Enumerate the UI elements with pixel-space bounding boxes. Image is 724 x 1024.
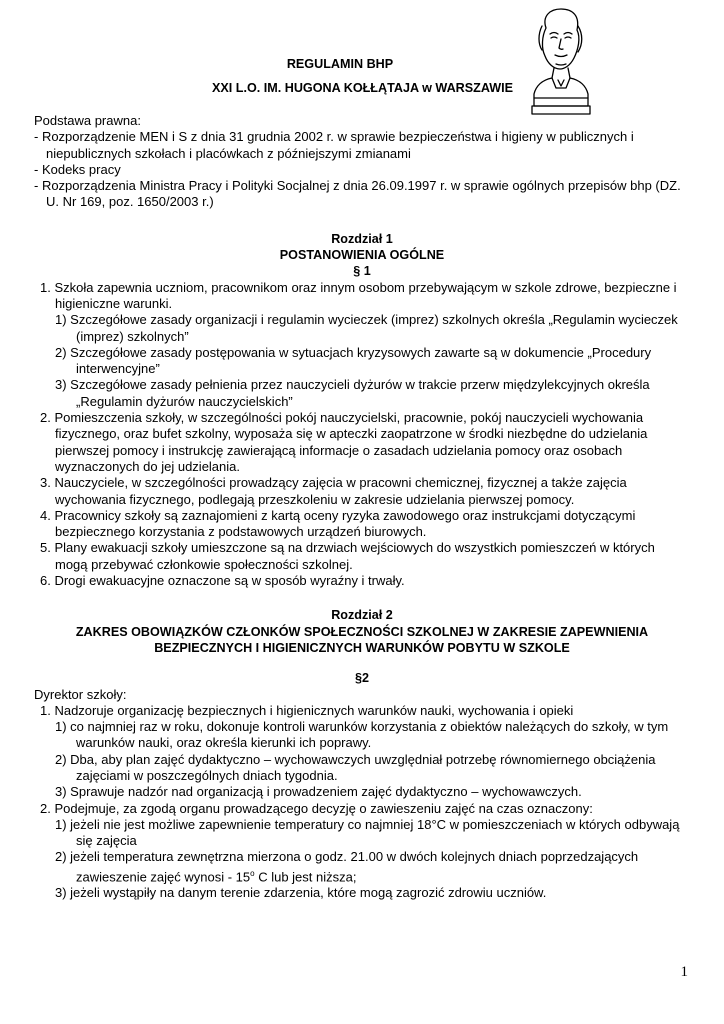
chapter2-item: 1. Nadzoruje organizację bezpiecznych i higienicznych warunków nauki, wychowania i opieki <box>40 702 574 718</box>
legal-basis-item: - Rozporządzenia Ministra Pracy i Polityki Socjalnej z dnia 26.09.1997 r. w sprawie ogólnych przepisów bhp (DZ. U. Nr 169, poz. 1650/2003 r.) <box>34 178 681 210</box>
chapter2-title: ZAKRES OBOWIĄZKÓW CZŁONKÓW SPOŁECZNOŚCI SZKOLNEJ W ZAKRESIE ZAPEWNIENIA BEZPIECZNYCH I HIGIENICZNYCH WARUNKÓW POBYTU W SZKOLE <box>75 624 649 655</box>
chapter1-item: 4. Pracownicy szkoły są zaznajomieni z kartą oceny ryzyka zawodowego oraz instrukcjami dotyczącymi bezpiecznego korzystania z podstawowych urządzeń biurowych. <box>40 507 636 540</box>
chapter1-item: 1. Szkoła zapewnia uczniom, pracownikom oraz innym osobom przebywającym w szkole zdrowe, bezpieczne i higieniczne warunki. <box>40 279 677 311</box>
legal-basis-heading: Podstawa prawna: <box>34 113 141 128</box>
document-title: REGULAMIN BHP <box>286 57 394 71</box>
chapter1-title: POSTANOWIENIA OGÓLNE <box>279 248 445 263</box>
chapter2-paragraph-sign: §2 <box>354 671 369 686</box>
chapter1-item: 5. Plany ewakuacji szkoły umieszczone są na drzwiach wejściowych do wszystkich pomieszczeń w których mogą przebywać członkowie społeczności szkolnej. <box>40 540 655 572</box>
chapter2-subitem: 2) Dba, aby plan zajęć dydaktyczno – wychowawczych uwzględniał potrzebę równomiernego obciążenia zajęciami w poszczególnych dniach tygodnia. <box>55 751 656 783</box>
legal-basis-item: - Kodeks pracy <box>34 161 121 177</box>
document-body <box>34 113 690 902</box>
chapter1-item: 2. Pomieszczenia szkoły, w szczególności pokój nauczycielski, pracownie, pokój nauczycieli wychowania fizycznego, oraz bufet szkolny, wyposaża się w apteczki zaopatrzone w środki niezbędne do udzielania pierwszej pomocy i instrukcję zawierającą informacje o zasadach udzielania pomocy oraz osobach wyznaczonych do jej udzielania. <box>40 410 648 474</box>
chapter1-subitem: 2) Szczegółowe zasady postępowania w sytuacjach kryzysowych zawarte są w dokumencie „Procedury interwencyjne” <box>55 344 652 377</box>
chapter2-subitem: 3) Sprawuje nadzór nad organizacją i prowadzeniem zajęć dydaktyczno – wychowawczych. <box>55 784 582 800</box>
chapter1-paragraph-sign: § 1 <box>353 264 371 279</box>
chapter1-item: 3. Nauczyciele, w szczególności prowadzący zajęcia w pracowni chemicznej, fizycznej a także zajęcia wychowania fizycznego, podlegają przeszkoleniu w zakresie udzielania pierwszej pomocy. <box>40 475 627 507</box>
chapter2-subitem: 1) jeżeli nie jest możliwe zapewnienie temperatury co najmniej 18°C w pomieszczeniach w których odbywają się zajęcia <box>55 816 680 849</box>
chapter2-label: Rozdział 2 <box>331 608 393 623</box>
degree-superscript: o <box>250 868 255 878</box>
chapter2-subitem: 3) jeżeli wystąpiły na danym terenie zdarzenia, które mogą zagrozić zdrowiu uczniów. <box>55 885 547 901</box>
chapter1-subitem: 1) Szczegółowe zasady organizacji i regulamin wycieczek (imprez) szkolnych określa „Regulamin wycieczek (imprez) szkolnych” <box>55 312 678 344</box>
chapter2-intro: Dyrektor szkoły: <box>34 686 127 702</box>
chapter2-item: 2. Podejmuje, za zgodą organu prowadzącego decyzję o zawieszeniu zajęć na czas oznaczony: <box>40 800 593 816</box>
hugo-kollataj-portrait-icon <box>528 6 592 116</box>
chapter2-subitem: 1) co najmniej raz w roku, dokonuje kontroli warunków korzystania z obiektów należących do szkoły, w tym warunków nauki, oraz określa kierunki ich poprawy. <box>55 719 669 751</box>
chapter1-subitem: 3) Szczegółowe zasady pełnienia przez nauczycieli dyżurów w trakcie przerw międzylekcyjnych określa „Regulamin dyżurów nauczycielskich” <box>55 377 650 409</box>
school-name: XXI L.O. IM. HUGONA KOŁŁĄTAJA w WARSZAWIE <box>211 81 514 95</box>
subitem-text: C lub jest niższa; <box>254 869 357 885</box>
chapter1-item: 6. Drogi ewakuacyjne oznaczone są w sposób wyraźny i trwały. <box>40 573 405 589</box>
page-number: 1 <box>680 963 688 980</box>
chapter1-label: Rozdział 1 <box>331 231 393 246</box>
legal-basis-item: - Rozporządzenie MEN i S z dnia 31 grudnia 2002 r. w sprawie bezpieczeństwa i higieny w publicznych i niepublicznych szkołach i placówkach z późniejszymi zmianami <box>34 129 634 161</box>
subitem-text: 2) jeżeli temperatura zewnętrzna mierzona o godz. 21.00 w dwóch kolejnych dniach poprzedzających zawieszenie zajęć wynosi - 15 <box>55 849 639 885</box>
chapter2-subitem <box>34 849 690 885</box>
